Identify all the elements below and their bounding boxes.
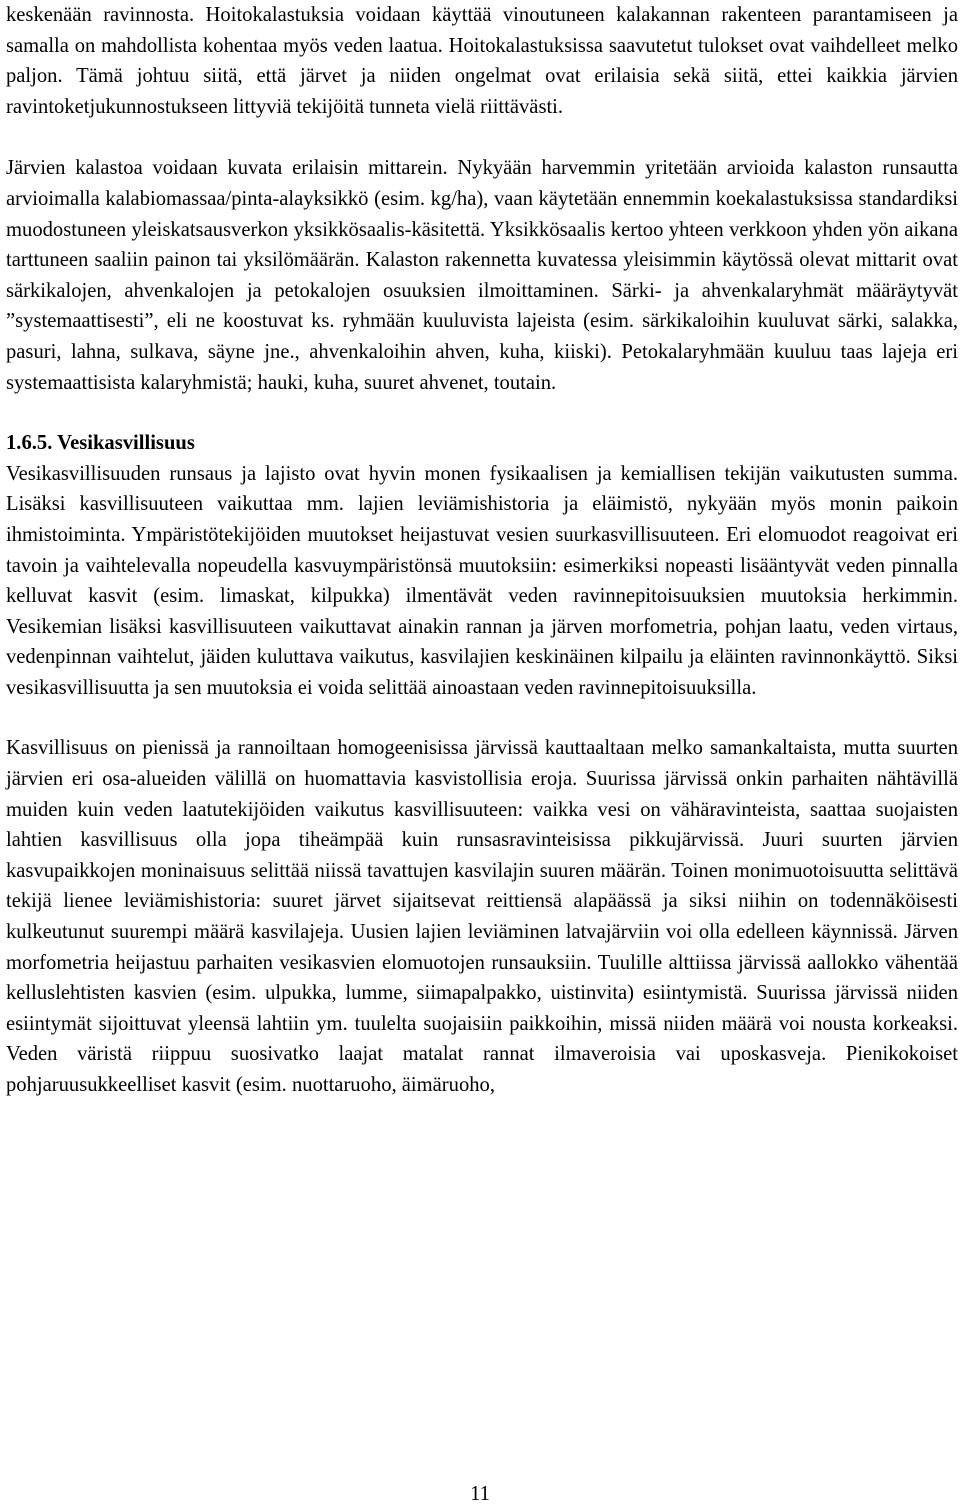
document-page xyxy=(6,0,958,1101)
section-title: Vesikasvillisuus xyxy=(57,432,195,455)
body-paragraph: Vesikasvillisuuden runsaus ja lajisto ovat hyvin monen fysikaalisen ja kemiallisen tekijän vaikutusten summa. Lisäksi kasvillisuuteen vaikuttaa mm. lajien leviämishistoria ja eläimistö, nykyään myös monin paikoin ihmistoiminta. Ympäristötekijöiden muutokset heijastuvat vesien suurkasvillisuuteen. Eri elomuodot reagoivat eri tavoin ja vaihtelevalla nopeudella kasvuympäristönsä muutoksiin: esimerkiksi nopeasti lisääntyvät veden pinnalla kelluvat kasvit (esim. limaskat, kilpukka) ilmentävät veden ravinnepitoisuuksien muutoksia herkimmin. Vesikemian lisäksi kasvillisuuteen vaikuttavat ainakin rannan ja järven morfometria, pohjan laatu, veden virtaus, vedenpinnan vaihtelut, jäiden kuluttava vaikutus, kasvilajien keskinäinen kilpailu ja eläinten ravinnonkäyttö. Siksi vesikasvillisuutta ja sen muutoksia ei voida selittää ainoastaan veden ravinnepitoisuuksilla. xyxy=(6,462,958,699)
body-paragraph: Kasvillisuus on pienissä ja rannoiltaan homogeenisissa järvissä kauttaaltaan melko samankaltaista, mutta suurten järvien eri osa-alueiden välillä on huomattavia kasvistollisia eroja. Suurissa järvissä onkin parhaiten nähtävillä muiden kuin veden laatutekijöiden vaikutus kasvillisuuteen: vaikka vesi on vähäravinteista, saattaa suojaisten lahtien kasvillisuus olla jopa tiheämpää kuin runsasravinteisissa pikkujärvissä. Juuri suurten järvien kasvupaikkojen moninaisuus selittää niissä tavattujen kasvilajin suuren määrän. Toinen monimuotoisuutta selittävä tekijä lienee leviämishistoria: suuret järvet sijaitsevat reittiensä alapäässä ja siksi niihin on todennäköisesti kulkeutunut suurempi määrä kasvilajeja. Uusien lajien leviäminen latvajärviin voi olla edelleen käynnissä. Järven morfometria heijastuu parhaiten vesikasvien elomuotojen runsauksiin. Tuulille alttiissa järvissä aallokko vähentää kelluslehtisten kasvien (esim. ulpukka, lumme, siimapalpakko, uistinvita) esiintymistä. Suurissa järvissä niiden esiintymät sijoittuvat yleensä lahtiin ym. tuulelta suojaisiin paikkoihin, missä niiden määrä voi nousta korkeaksi. Veden väristä riippuu suosivatko laajat matalat rannat ilmaveroisia vai uposkasveja. Pienikokoiset pohjaruusukkeelliset kasvit (esim. nuottaruoho, äimäruoho, xyxy=(6,737,958,1096)
body-paragraph: keskenään ravinnosta. Hoitokalastuksia voidaan käyttää vinoutuneen kalakannan rakenteen parantamiseen ja samalla on mahdollista kohentaa myös veden laatua. Hoitokalastuksissa saavutetut tulokset ovat vaihdelleet melko paljon. Tämä johtuu siitä, että järvet ja niiden ongelmat ovat erilaisia sekä siitä, ettei kaikkia järvien ravintoketjukunnostukseen littyviä tekijöitä tunneta vielä riittävästi. xyxy=(6,4,958,118)
section-heading xyxy=(6,428,958,459)
body-paragraph: Järvien kalastoa voidaan kuvata erilaisin mittarein. Nykyään harvemmin yritetään arvioida kalaston runsautta arvioimalla kalabiomassaa/pinta-alayksikkö (esim. kg/ha), vaan käytetään ennemmin koekalastuksissa standardiksi muodostuneen yleiskatsausverkon yksikkösaalis-käsitettä. Yksikkösaalis kertoo yhteen verkkoon yhden yön aikana tarttuneen saaliin painon tai yksilömäärän. Kalaston rakennetta kuvatessa yleisimmin käytössä olevat mittarit ovat särkikalojen, ahvenkalojen ja petokalojen osuuksien ilmoittaminen. Särki- ja ahvenkalaryhmät määräytyvät ”systemaattisesti”, eli ne koostuvat ks. ryhmään kuuluvista lajeista (esim. särkikaloihin kuuluvat särki, salakka, pasuri, lahna, sulkava, säyne jne., ahvenkaloihin ahven, kuha, kiiski). Petokalaryhmään kuuluu taas lajeja eri systemaattisista kalaryhmistä; hauki, kuha, suuret ahvenet, toutain. xyxy=(6,157,958,394)
page-number: 11 xyxy=(470,1483,490,1505)
section-number: 1.6.5. xyxy=(6,432,53,455)
